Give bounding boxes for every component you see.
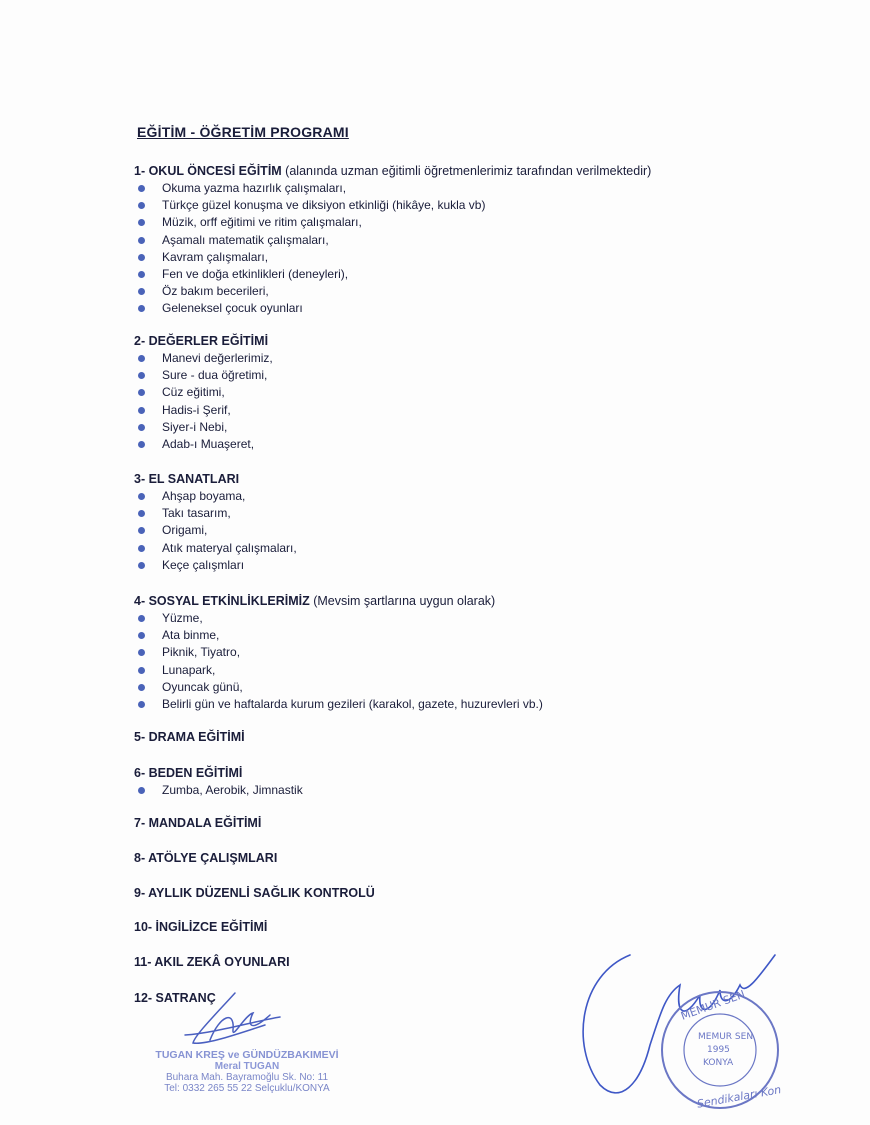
section-heading: 2- DEĞERLER EĞİTİMİ — [134, 334, 269, 348]
list-item: Öz bakım becerileri, — [134, 283, 734, 300]
section-heading: 6- BEDEN EĞİTİMİ — [134, 766, 243, 780]
section-saglik — [134, 884, 734, 902]
bullet-icon — [138, 787, 145, 794]
list-item: Hadis-i Şerif, — [134, 402, 734, 419]
seal-center-1: MEMUR SEN — [698, 1032, 754, 1042]
section-mandala — [134, 814, 734, 832]
item-list — [134, 610, 734, 713]
bullet-icon — [138, 237, 145, 244]
list-item: Keçe çalışmları — [134, 557, 734, 574]
list-item: Cüz eğitimi, — [134, 384, 734, 401]
bullet-icon — [138, 510, 145, 517]
list-item: Türkçe güzel konuşma ve diksiyon etkinliği (hikâye, kukla vb) — [134, 197, 734, 214]
section-heading: 4- SOSYAL ETKİNLİKLERİMİZ (Mevsim şartlarına uygun olarak) — [134, 594, 496, 608]
bullet-icon — [138, 562, 145, 569]
section-heading: 11- AKIL ZEKÂ OYUNLARI — [134, 955, 290, 969]
bullet-icon — [138, 545, 145, 552]
list-item: Adab-ı Muaşeret, — [134, 436, 734, 453]
list-item: Fen ve doğa etkinlikleri (deneyleri), — [134, 266, 734, 283]
bullet-icon — [138, 527, 145, 534]
bullet-icon — [138, 389, 145, 396]
section-ingilizce — [134, 918, 734, 936]
section-heading: 1- OKUL ÖNCESİ EĞİTİM (alanında uzman eğitimli öğretmenlerimiz tarafından verilmektedir) — [134, 164, 652, 178]
section-okul-oncesi — [134, 162, 734, 318]
section-heading: 8- ATÖLYE ÇALIŞMLARI — [134, 851, 278, 865]
list-item: Siyer-i Nebi, — [134, 419, 734, 436]
list-item: Origami, — [134, 522, 734, 539]
list-item: Piknik, Tiyatro, — [134, 644, 734, 661]
bullet-icon — [138, 355, 145, 362]
document-title: EĞİTİM - ÖĞRETİM PROGRAMI — [137, 124, 349, 140]
bullet-icon — [138, 288, 145, 295]
bullet-icon — [138, 407, 145, 414]
list-item: Kavram çalışmaları, — [134, 249, 734, 266]
item-list — [134, 782, 734, 799]
bullet-icon — [138, 493, 145, 500]
list-item: Yüzme, — [134, 610, 734, 627]
seal-center-3: KONYA — [703, 1058, 734, 1068]
section-heading: 7- MANDALA EĞİTİMİ — [134, 816, 262, 830]
bullet-icon — [138, 254, 145, 261]
section-heading: 3- EL SANATLARI — [134, 472, 240, 486]
bullet-icon — [138, 701, 145, 708]
list-item: Ahşap boyama, — [134, 488, 734, 505]
list-item: Sure - dua öğretimi, — [134, 367, 734, 384]
section-degerler — [134, 332, 734, 453]
bullet-icon — [138, 615, 145, 622]
signature-right-icon — [570, 935, 800, 1115]
item-list — [134, 180, 734, 318]
list-item: Ata binme, — [134, 627, 734, 644]
list-item: Atık materyal çalışmaları, — [134, 540, 734, 557]
section-el-sanatlari — [134, 470, 734, 574]
bullet-icon — [138, 441, 145, 448]
section-beden — [134, 764, 734, 799]
list-item: Geleneksel çocuk oyunları — [134, 300, 734, 317]
section-heading: 12- SATRANÇ — [134, 991, 216, 1005]
bullet-icon — [138, 667, 145, 674]
section-atolye — [134, 849, 734, 867]
section-heading: 9- AYLLIK DÜZENLİ SAĞLIK KONTROLÜ — [134, 886, 375, 900]
list-item: Oyuncak günü, — [134, 679, 734, 696]
stamp-left: TUGAN KREŞ ve GÜNDÜZBAKIMEVİ Meral TUGAN Buhara Mah. Bayramoğlu Sk. No: 11 Tel: 0332 265 55 22 Selçuklu/KONYA — [155, 1049, 339, 1094]
bullet-icon — [138, 649, 145, 656]
item-list — [134, 350, 734, 453]
list-item: Müzik, orff eğitimi ve ritim çalışmaları, — [134, 214, 734, 231]
bullet-icon — [138, 271, 145, 278]
section-heading: 5- DRAMA EĞİTİMİ — [134, 730, 245, 744]
list-item: Okuma yazma hazırlık çalışmaları, — [134, 180, 734, 197]
seal-center-2: 1995 — [707, 1045, 730, 1055]
bullet-icon — [138, 305, 145, 312]
bullet-icon — [138, 424, 145, 431]
bullet-icon — [138, 185, 145, 192]
bullet-icon — [138, 202, 145, 209]
bullet-icon — [138, 372, 145, 379]
list-item: Takı tasarım, — [134, 505, 734, 522]
bullet-icon — [138, 219, 145, 226]
bullet-icon — [138, 684, 145, 691]
list-item: Lunapark, — [134, 662, 734, 679]
list-item: Belirli gün ve haftalarda kurum gezileri (karakol, gazete, huzurevleri vb.) — [134, 696, 734, 713]
signature-left-icon — [175, 985, 285, 1055]
list-item: Manevi değerlerimiz, — [134, 350, 734, 367]
section-sosyal-etkinlikler — [134, 592, 734, 713]
list-item: Zumba, Aerobik, Jimnastik — [134, 782, 734, 799]
bullet-icon — [138, 632, 145, 639]
list-item: Aşamalı matematik çalışmaları, — [134, 232, 734, 249]
seal-ring-top: MEMUR SEN — [679, 987, 747, 1023]
section-drama — [134, 728, 734, 746]
seal-ring-bottom: Sendikaları Kon — [695, 1083, 783, 1111]
item-list — [134, 488, 734, 574]
section-heading: 10- İNGİLİZCE EĞİTİMİ — [134, 920, 268, 934]
